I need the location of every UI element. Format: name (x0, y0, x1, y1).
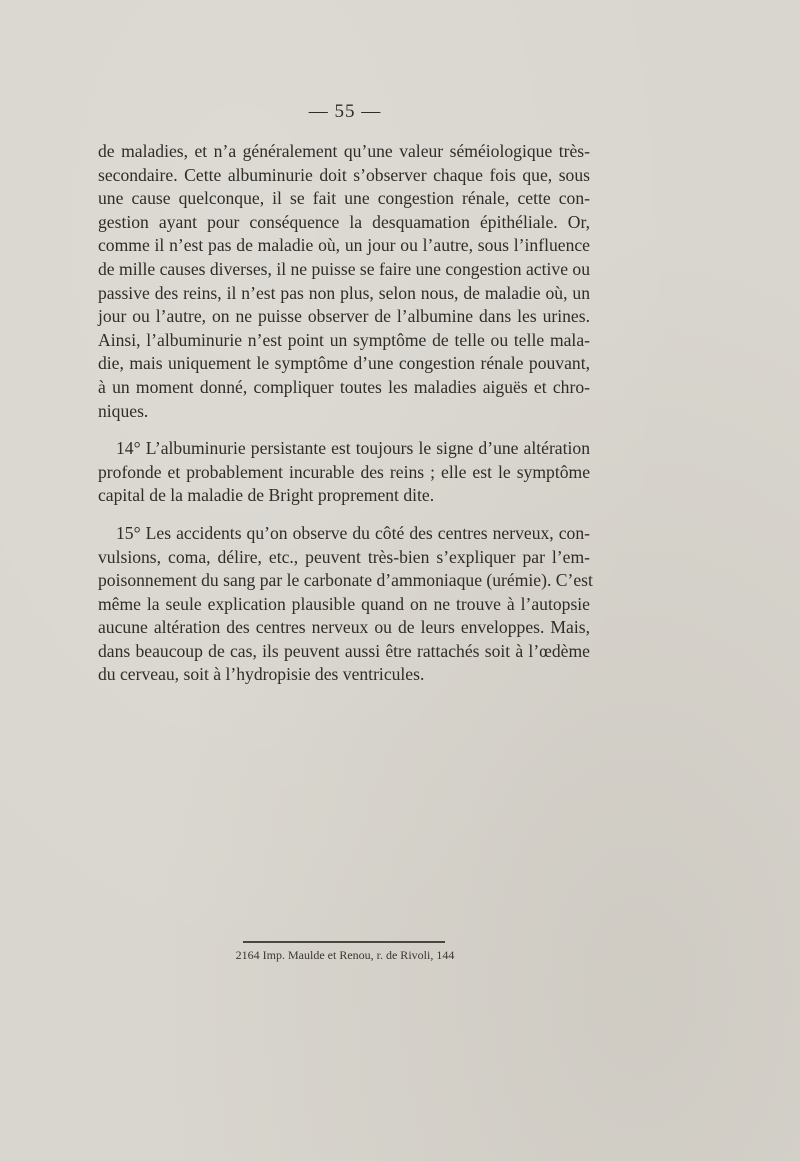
footer-rule (243, 941, 445, 943)
paragraph (98, 140, 590, 423)
text-line: secondaire. Cette albuminurie doit s’observer chaque fois que, sous (98, 164, 590, 185)
text-line: du cerveau, soit à l’hydropisie des ventricules. (98, 664, 425, 685)
text-line: même la seule explication plausible quand on ne trouve à l’autopsie (98, 593, 590, 614)
page-number: — 55 — (308, 101, 382, 122)
text-line: poisonnement du sang par le carbonate d’ammoniaque (urémie). C’est (98, 570, 593, 591)
text-line: une cause quelconque, il se fait une congestion rénale, cette con- (98, 188, 590, 209)
text-line: dans beaucoup de cas, ils peuvent aussi être rattachés soit à l’œdème (98, 640, 590, 661)
paragraph (98, 522, 593, 687)
printer-imprint: 2164 Imp. Maulde et Renou, r. de Rivoli, 144 (235, 948, 455, 962)
text-line: die, mais uniquement le symptôme d’une congestion rénale pouvant, (98, 353, 590, 374)
text-line: capital de la maladie de Bright proprement dite. (98, 485, 435, 506)
text-line: jour ou l’autre, on ne puisse observer de l’albumine dans les urines. (98, 306, 590, 327)
text-line: 15° Les accidents qu’on observe du côté des centres nerveux, con- (116, 522, 590, 543)
text-line: profonde et probablement incurable des reins ; elle est le symptôme (98, 461, 590, 482)
text-line: 14° L’albuminurie persistante est toujours le signe d’une altération (116, 438, 590, 459)
body-text (98, 140, 593, 687)
text-line: niques. (98, 400, 149, 421)
text-line: passive des reins, il n’est pas non plus, selon nous, de maladie où, un (98, 282, 590, 303)
text-line: vulsions, coma, délire, etc., peuvent très-bien s’expliquer par l’em- (98, 546, 590, 567)
text-line: aucune altération des centres nerveux ou de leurs enveloppes. Mais, (98, 617, 590, 638)
text-line: à un moment donné, compliquer toutes les maladies aiguës et chro- (98, 376, 590, 397)
paragraph (98, 437, 590, 508)
text-line: Ainsi, l’albuminurie n’est point un symptôme de telle ou telle mala- (98, 329, 590, 350)
text-line: comme il n’est pas de maladie où, un jour ou l’autre, sous l’influence (98, 235, 590, 256)
text-line: de maladies, et n’a généralement qu’une valeur séméiologique très- (98, 141, 590, 161)
text-line: gestion ayant pour conséquence la desquamation épithéliale. Or, (98, 211, 590, 232)
text-line: de mille causes diverses, il ne puisse se faire une congestion active ou (98, 258, 590, 279)
